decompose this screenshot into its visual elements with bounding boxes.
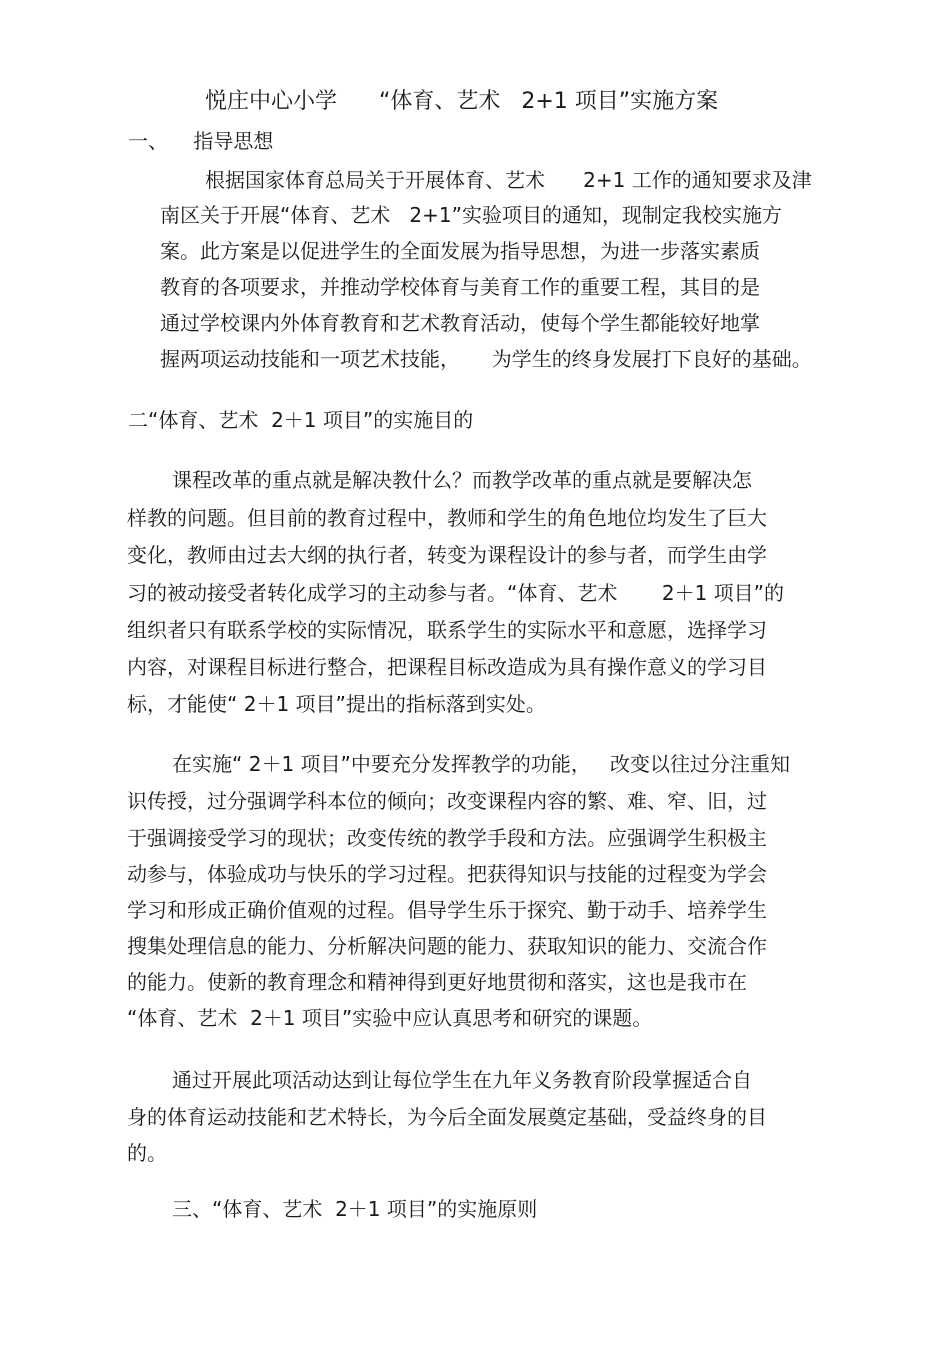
section-2-p2-line: 动参与，体验成功与快乐的学习过程。把获得知识与技能的过程变为学会: [127, 862, 767, 886]
section-1-line: 通过学校课内外体育教育和艺术教育活动，使每个学生都能较好地掌: [160, 311, 760, 335]
section-1-line: 教育的各项要求，并推动学校体育与美育工作的重要工程，其目的是: [160, 275, 760, 299]
section-2-p2-line: 的能力。使新的教育理念和精神得到更好地贯彻和落实，这也是我市在: [127, 970, 747, 994]
section-2-p1-line: 习的被动接受者转化成学习的主动参与者。“体育、艺术 2＋1 项目”的: [127, 581, 785, 605]
section-2-p2-line: 于强调接受学习的现状；改变传统的教学手段和方法。应强调学生积极主: [127, 826, 767, 850]
section-2-p3-line: 通过开展此项活动达到让每位学生在九年义务教育阶段掌握适合自: [172, 1068, 752, 1092]
section-2-p2-line: 在实施“ 2＋1 项目”中要充分发挥教学的功能， 改变以往过分注重知: [172, 752, 790, 776]
section-2-p3-line: 的。: [127, 1141, 167, 1165]
section-2-p2-line: 学习和形成正确价值观的过程。倡导学生乐于探究、勤于动手、培养学生: [127, 898, 767, 922]
section-1-line: 握两项运动技能和一项艺术技能， 为学生的终身发展打下良好的基础。: [160, 347, 812, 371]
section-2-p1-line: 组织者只有联系学校的实际情况，联系学生的实际水平和意愿，选择学习: [127, 618, 767, 642]
section-2-p2-line: 识传授，过分强调学科本位的倾向；改变课程内容的繁、难、窄、旧，过: [127, 789, 767, 813]
section-1-line: 南区关于开展“体育、艺术 2+1”实验项目的通知，现制定我校实施方: [160, 203, 783, 227]
section-1-line: 案。此方案是以促进学生的全面发展为指导思想，为进一步落实素质: [160, 239, 760, 263]
section-1-heading: 一、 指导思想: [128, 129, 274, 153]
section-2-p2-line: 搜集处理信息的能力、分析解决问题的能力、获取知识的能力、交流合作: [127, 934, 767, 958]
section-2-p3-line: 身的体育运动技能和艺术特长，为今后全面发展奠定基础，受益终身的目: [127, 1105, 767, 1129]
section-2-p2-line: “体育、艺术 2＋1 项目”实验中应认真思考和研究的课题。: [127, 1006, 653, 1030]
section-3-heading: 三、“体育、艺术 2＋1 项目”的实施原则: [172, 1197, 538, 1221]
section-2-p1-line: 课程改革的重点就是解决教什么？而教学改革的重点就是要解决怎: [172, 468, 752, 492]
section-1-line: 根据国家体育总局关于开展体育、艺术 2+1 工作的通知要求及津: [205, 168, 812, 192]
section-2-heading: 二“体育、艺术 2＋1 项目”的实施目的: [128, 408, 474, 432]
section-2-p1-line: 变化，教师由过去大纲的执行者，转变为课程设计的参与者，而学生由学: [127, 543, 767, 567]
document-title: 悦庄中心小学 “体育、艺术 2+1 项目”实施方案: [205, 89, 719, 114]
section-2-p1-line: 内容，对课程目标进行整合，把课程目标改造成为具有操作意义的学习目: [127, 655, 767, 679]
section-2-p1-line: 标，才能使“ 2＋1 项目”提出的指标落到实处。: [127, 692, 546, 716]
section-2-p1-line: 样教的问题。但目前的教育过程中，教师和学生的角色地位均发生了巨大: [127, 506, 767, 530]
